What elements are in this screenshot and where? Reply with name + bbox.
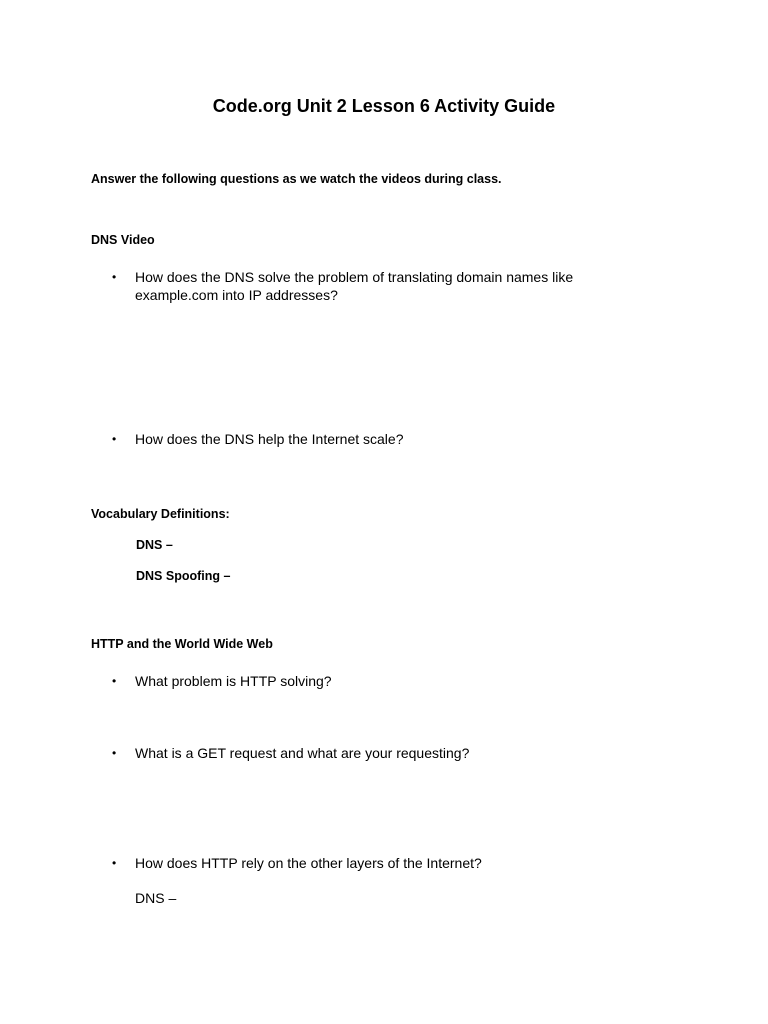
bullet-icon: •	[112, 270, 117, 284]
vocab-term-dns-spoofing: DNS Spoofing –	[136, 569, 231, 583]
bullet-icon: •	[112, 674, 117, 688]
dns-question-1-text: How does the DNS solve the problem of translating domain names like example.com into IP addresses?	[135, 269, 574, 303]
http-question-3-text: How does HTTP rely on the other layers of the Internet?	[135, 855, 482, 871]
page-title: Code.org Unit 2 Lesson 6 Activity Guide	[212, 96, 556, 116]
http-question-2-text: What is a GET request and what are your requesting?	[135, 745, 470, 761]
bullet-icon: •	[112, 432, 117, 446]
http-question-1-text: What problem is HTTP solving?	[135, 673, 332, 689]
http-heading: HTTP and the World Wide Web	[91, 637, 273, 651]
bullet-icon: •	[112, 856, 117, 870]
bullet-icon: •	[112, 746, 117, 760]
vocab-term-dns: DNS –	[136, 538, 173, 552]
dns-video-heading: DNS Video	[91, 233, 155, 247]
instructions-text: Answer the following questions as we watch the videos during class.	[91, 172, 502, 186]
vocabulary-heading: Vocabulary Definitions:	[91, 507, 230, 521]
http-sub-answer-dns: DNS –	[135, 890, 177, 906]
dns-question-2-text: How does the DNS help the Internet scale?	[135, 431, 404, 447]
